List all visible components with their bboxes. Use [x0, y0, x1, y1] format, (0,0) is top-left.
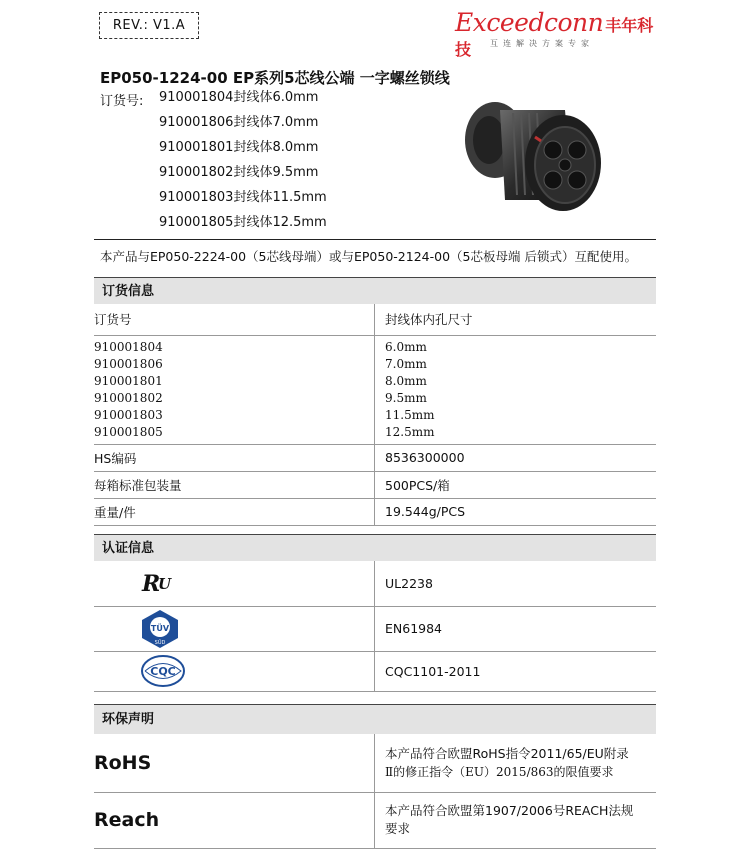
ul-logo-icon: [94, 569, 374, 597]
environment-table: [94, 734, 656, 849]
cert-value: UL2238: [375, 561, 657, 606]
order-number-label: 订货号:: [100, 94, 144, 109]
table-row: [94, 651, 656, 691]
table-header-row: [94, 304, 656, 335]
table-row: [94, 606, 656, 651]
compatibility-note: 本产品与EP050-2224-00（5芯线母端）或与EP050-2124-00（5芯板母端 后锁式）互配使用。: [100, 249, 637, 264]
cqc-logo-icon: [94, 654, 374, 688]
bore-size: 6.0mm: [385, 339, 427, 354]
bore-size-list: [375, 335, 657, 444]
order-number-item: 910001803封线体11.5mm: [159, 190, 327, 205]
weight-label: 重量/件: [94, 498, 375, 525]
bore-size: 12.5mm: [385, 424, 435, 439]
rohs-statement-line: Ⅱ的修正指令（EU）2015/863的限值要求: [385, 764, 614, 779]
section-certification-heading: 认证信息: [94, 534, 656, 561]
revision-box: REV.: V1.A: [99, 12, 199, 39]
tuv-logo-icon: [94, 609, 374, 649]
ordering-table: [94, 304, 656, 526]
order-number-item: 910001805封线体12.5mm: [159, 215, 327, 230]
svg-text:CQC: CQC: [150, 665, 176, 678]
svg-text:TÜV: TÜV: [150, 623, 170, 633]
rohs-statement: [375, 734, 657, 792]
product-title: EP050-1224-00 EP系列5芯线公端 一字螺丝锁线: [100, 69, 450, 87]
order-number-item: 910001806封线体7.0mm: [159, 115, 319, 130]
table-row: [94, 335, 656, 444]
table-row: [94, 734, 656, 792]
cert-value: CQC1101-2011: [375, 651, 657, 691]
packaging-label: 每箱标准包装量: [94, 471, 375, 498]
part-number: 910001801: [94, 373, 163, 388]
column-header-bore-size: 封线体内孔尺寸: [375, 304, 657, 335]
table-row: [94, 444, 656, 471]
reach-statement: [375, 792, 657, 848]
hs-code-value: 8536300000: [375, 444, 657, 471]
svg-text:R: R: [142, 571, 161, 598]
brand-name: Exceedconn: [455, 8, 604, 37]
svg-text:SÜD: SÜD: [154, 639, 166, 646]
divider: [94, 239, 656, 240]
bore-size: 7.0mm: [385, 356, 427, 371]
bore-size: 8.0mm: [385, 373, 427, 388]
reach-label: Reach: [94, 792, 375, 848]
cert-value: EN61984: [375, 606, 657, 651]
certification-table: [94, 561, 656, 692]
table-row: [94, 498, 656, 525]
svg-text:U: U: [158, 575, 172, 594]
reach-statement-line: 本产品符合欧盟第1907/2006号REACH法规: [385, 803, 634, 818]
part-number: 910001805: [94, 424, 163, 439]
section-ordering-heading: 订货信息: [94, 277, 656, 304]
part-number: 910001803: [94, 407, 163, 422]
table-row: [94, 792, 656, 848]
connector-product-image: [455, 95, 605, 220]
part-number-list: [94, 335, 375, 444]
section-environment-heading: 环保声明: [94, 704, 656, 734]
brand-name-cn: 丰年科技: [455, 16, 654, 59]
bore-size: 9.5mm: [385, 390, 427, 405]
rohs-statement-line: 本产品符合欧盟RoHS指令2011/65/EU附录: [385, 745, 629, 761]
order-number-item: 910001802封线体9.5mm: [159, 165, 319, 180]
rohs-label: RoHS: [94, 734, 375, 792]
brand-slogan: 互连解决方案专家: [490, 39, 594, 48]
part-number: 910001804: [94, 339, 163, 354]
hs-code-label: HS编码: [94, 444, 375, 471]
part-number: 910001806: [94, 356, 163, 371]
table-row: [94, 561, 656, 606]
part-number: 910001802: [94, 390, 163, 405]
packaging-value: 500PCS/箱: [375, 471, 657, 498]
weight-value: 19.544g/PCS: [375, 498, 657, 525]
column-header-order-number: 订货号: [94, 304, 375, 335]
reach-statement-line: 要求: [385, 821, 411, 836]
bore-size: 11.5mm: [385, 407, 435, 422]
order-number-item: 910001801封线体8.0mm: [159, 140, 319, 155]
order-number-item: 910001804封线体6.0mm: [159, 90, 319, 105]
table-row: [94, 471, 656, 498]
order-number-list: [159, 90, 327, 240]
